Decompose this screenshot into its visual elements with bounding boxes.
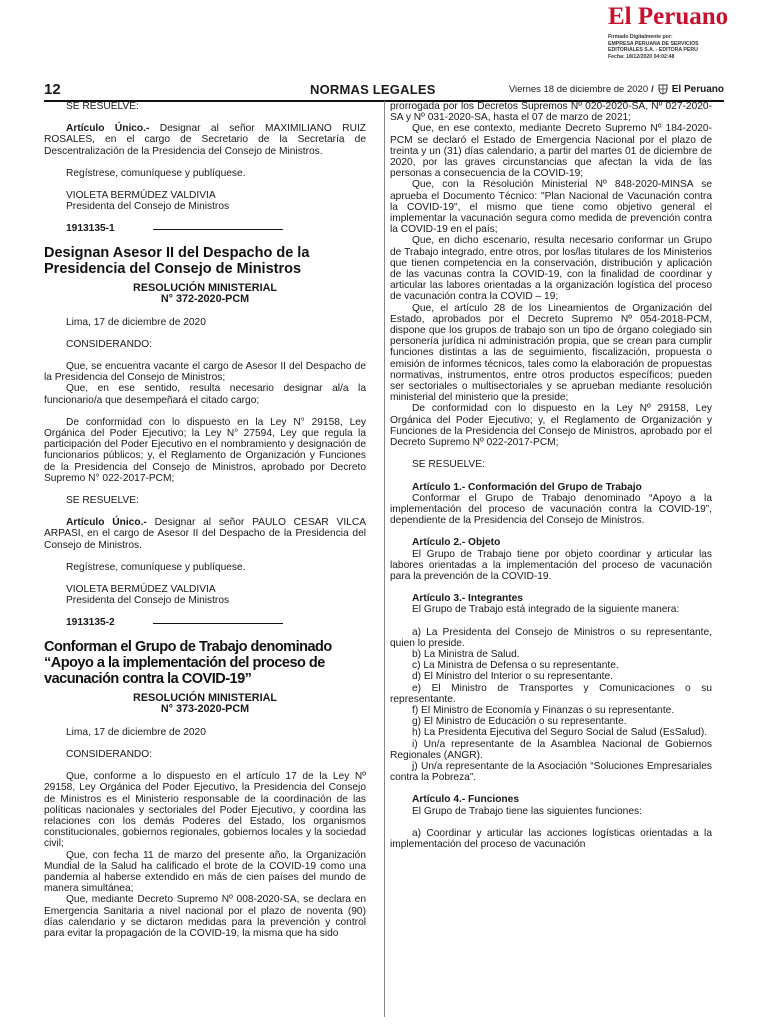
- resolution-title: N° 373-2020-PCM: [160, 703, 250, 716]
- paragraph: d) El Ministro del Interior o su representante.: [412, 671, 614, 683]
- paragraph: Presidenta del Consejo de Ministros: [66, 595, 230, 607]
- paragraph: e) El Ministro de Transportes y Comunicaciones o su representante.: [390, 682, 712, 705]
- spacer: [44, 235, 366, 241]
- spacer: [44, 629, 366, 635]
- article-paragraph: [44, 517, 366, 551]
- spacer: [44, 606, 366, 617]
- article-text: Designar al señor PAULO CESAR VILCA ARPASI, en el cargo de Asesor II del Despacho de la Presidencia del Consejo de Ministros.: [44, 517, 366, 551]
- spacer: [44, 328, 366, 339]
- spacer: [44, 306, 366, 317]
- paragraph: Regístrese, comuníquese y publíquese.: [66, 561, 246, 573]
- paragraph: f) El Ministro de Economía y Finanzas o su representante.: [412, 704, 675, 716]
- article-text: Designar al señor MAXIMILIANO RUIZ ROSALES, en el cargo de Secretario de la Secretaría de Descentralización de la Presidencia del Consejo de Ministros.: [44, 123, 366, 157]
- spacer: [44, 551, 366, 562]
- paragraph: Que, el artículo 28 de los Lineamientos de Organización del Estado, aprobados por el Decreto Supremo Nº 054-2018-PCM, dispone que los grupos de trabajo son un tipo de órgano colegiado sin personería jurídica ni administración propia, que se crean para cumplir funciones distintas a las de seguimiento, fiscalización, propuesta o emisión de informes técnicos, tales como la elaboración de propuestas normativas, instrumentos, entre otros productos específicos; pueden ser sectoriales o multisectoriales y se aprueban mediante resolución ministerial del ministerio que la preside;: [390, 302, 712, 404]
- paragraph: Que, conforme a lo dispuesto en el artículo 17 de la Ley Nº 29158, Ley Orgánica del Poder Ejecutivo, la Presidencia del Consejo de Ministros es el Ministerio responsable de la coordinación de las políticas nacionales y sectoriales del Poder Ejecutivo, y coordina las relaciones con los demás Poderes del Estado, los organismos constitucionales, gobiernos regionales, gobiernos locales y la sociedad civil;: [44, 771, 366, 850]
- paragraph: SE RESUELVE:: [66, 101, 139, 112]
- paragraph: Que, mediante Decreto Supremo Nº 008-2020-SA, se declara en Emergencia Sanitaria a nivel nacional por el plazo de noventa (90) días calendario y se dictaron medidas para la prevención y control para evitar la propagación de la COVID-19, la misma que ha sido: [44, 894, 366, 939]
- separator-rule: [153, 229, 283, 230]
- spacer: [44, 738, 366, 749]
- spacer: [44, 179, 366, 190]
- document-code: [44, 223, 366, 234]
- spacer: [390, 448, 712, 459]
- page-number: 12: [44, 80, 61, 98]
- spacer: [44, 716, 366, 727]
- article-label: Artículo Único.-: [66, 517, 147, 529]
- paragraph: Que, con la Resolución Ministerial Nº 848-2020-MINSA se aprueba el Documento Técnico: "Plan Nacional de Vacunación contra la COVID-19", el mismo que tiene como objetivo general el implementar la vacunación segura como medida de prevención contra la COVID-19 en el país;: [390, 179, 712, 236]
- right-column: [390, 101, 712, 1017]
- spacer: [44, 573, 366, 584]
- resolution-title: RESOLUCIÓN MINISTERIAL: [133, 281, 277, 294]
- paragraph: CONSIDERANDO:: [66, 748, 153, 760]
- paragraph: El Grupo de Trabajo está integrado de la siguiente manera:: [412, 604, 680, 616]
- article-heading: Artículo 4.- Funciones: [412, 794, 519, 806]
- article-headline: Conforman el Grupo de Trabajo denominado “Apoyo a la implementación del proceso de vacunación contra la COVID-19”: [44, 638, 332, 687]
- spacer: [390, 817, 712, 828]
- paragraph: Lima, 17 de diciembre de 2020: [66, 316, 206, 328]
- signature-line: EDITORIALES S.A. - EDITORA PERU: [608, 47, 698, 54]
- resolution-title: RESOLUCIÓN MINISTERIAL: [133, 691, 277, 704]
- paragraph: VIOLETA BERMÚDEZ VALDIVIA: [66, 584, 216, 596]
- paragraph: Que, en ese contexto, mediante Decreto Supremo Nº 184-2020-PCM se declaró el Estado de Emergencia Nacional por el plazo de treinta y un (31) días calendario, a partir del martes 01 de diciembre de 2020, por las graves circunstancias que afectan la vida de las personas a consecuencia de la COVID-19;: [390, 123, 712, 180]
- article-headline: Designan Asesor II del Despacho de la Presidencia del Consejo de Ministros: [44, 244, 310, 277]
- paragraph: Que, se encuentra vacante el cargo de Asesor II del Despacho de la Presidencia del Consejo de Ministros;: [44, 361, 366, 384]
- spacer: [44, 484, 366, 495]
- paragraph: a) Coordinar y articular las acciones logísticas orientadas a la implementación del proceso de vacunación: [390, 827, 712, 850]
- newspaper-brand: [608, 3, 729, 60]
- separator: /: [651, 83, 654, 95]
- article-heading: Artículo 2.- Objeto: [412, 537, 501, 549]
- header-date-block: [509, 83, 724, 95]
- left-column: [44, 101, 366, 1017]
- spacer: [44, 212, 366, 223]
- paragraph: Que, con fecha 11 de marzo del presente año, la Organización Mundial de la Salud ha calificado el brote de la COVID-19 como una pandemia al haberse extendido en más de cien países del mundo de manera simultánea;: [44, 849, 366, 895]
- paragraph: b) La Ministra de Salud.: [412, 648, 520, 660]
- signature-line: EMPRESA PERUANA DE SERVICIOS: [608, 40, 699, 47]
- paragraph: El Grupo de Trabajo tiene las siguientes funciones:: [412, 805, 642, 817]
- paragraph: g) El Ministro de Educación o su representante.: [412, 716, 627, 728]
- paragraph: SE RESUELVE:: [412, 459, 485, 471]
- article-paragraph: [44, 123, 366, 157]
- paper-name: El Peruano: [671, 83, 724, 95]
- paragraph: VIOLETA BERMÚDEZ VALDIVIA: [66, 190, 216, 202]
- issue-date: Viernes 18 de diciembre de 2020: [508, 83, 649, 95]
- spacer: [390, 526, 712, 537]
- spacer: [44, 350, 366, 361]
- spacer: [44, 406, 366, 417]
- paragraph: CONSIDERANDO:: [66, 338, 153, 350]
- paragraph: c) La Ministra de Defensa o su representante.: [412, 660, 619, 672]
- paragraph: De conformidad con lo dispuesto en la Ley N° 29158, Ley Orgánica del Poder Ejecutivo; la Ley N° 27594, Ley que regula la participación del Poder Ejecutivo en el nombramiento y designación de funcionarios públicos; y, el Reglamento de Organización y Funciones de la Presidencia del Consejo de Ministros, aprobado por Decreto Supremo N° 022-2017-PCM;: [44, 416, 366, 484]
- paragraph: Que, en ese sentido, resulta necesario designar al/a la funcionario/a que desempeñará el citado cargo;: [44, 383, 366, 406]
- document-code-text: 1913135-2: [66, 617, 115, 629]
- separator-rule: [153, 623, 283, 624]
- digital-signature: [608, 34, 720, 60]
- paragraph: j) Un/a representante de la Asociación “Soluciones Empresariales contra la Pobreza”.: [390, 760, 712, 784]
- paragraph: SE RESUELVE:: [66, 495, 139, 507]
- paragraph: Regístrese, comuníquese y publíquese.: [66, 167, 246, 179]
- spacer: [390, 582, 712, 593]
- paragraph: h) La Presidenta Ejecutiva del Seguro Social de Salud (EsSalud).: [412, 727, 708, 739]
- paragraph: Que, en dicho escenario, resulta necesario conformar un Grupo de Trabajo integrado, entre otros, por los/las titulares de los Ministerios que tienen competencia en la conservación, distribución y aplicación de las vacunas contra la COVID-19, con la finalidad de coordinar y articular las labores orientadas a la organización logística del proceso de vacunación contra la COVID – 19;: [390, 235, 712, 303]
- spacer: [44, 157, 366, 168]
- coat-of-arms-icon: [657, 83, 669, 95]
- paragraph: Conformar el Grupo de Trabajo denominado “Apoyo a la implementación del proceso de vacunación contra la COVID-19”, dependiente de la Presidencia del Consejo de Ministros.: [390, 492, 712, 527]
- paragraph: El Grupo de Trabajo tiene por objeto coordinar y articular las labores orientadas a la implementación del proceso de vacunación para la prevención de la COVID-19.: [390, 548, 712, 582]
- el-peruano-logo: El Peruano: [608, 3, 729, 30]
- spacer: [44, 506, 366, 517]
- article-heading: Artículo 1.- Conformación del Grupo de Trabajo: [412, 481, 642, 493]
- paragraph: prorrogada por los Decretos Supremos Nº 020-2020-SA, Nº 027-2020-SA y Nº 031-2020-SA, hasta el 07 de marzo de 2021;: [390, 101, 712, 124]
- paragraph: i) Un/a representante de la Asamblea Nacional de Gobiernos Regionales (ANGR).: [390, 738, 712, 761]
- spacer: [390, 783, 712, 794]
- signature-line: Firmado Digitalmente por:: [608, 34, 673, 40]
- spacer: [390, 471, 712, 482]
- page-header: [44, 78, 724, 102]
- paragraph: De conformidad con lo dispuesto en la Ley Nº 29158, Ley Orgánica del Poder Ejecutivo; y, el Reglamento de Organización y Funciones de la Presidencia del Consejo de Ministros, aprobado por el Decreto Supremo Nº 022-2017-PCM;: [390, 403, 712, 449]
- article-label: Artículo Único.-: [66, 123, 150, 135]
- paragraph: Lima, 17 de diciembre de 2020: [66, 726, 206, 738]
- document-code: [44, 617, 366, 628]
- paragraph: Presidenta del Consejo de Ministros: [66, 201, 230, 213]
- column-divider: [384, 101, 385, 1017]
- spacer: [390, 616, 712, 627]
- resolution-title: N° 372-2020-PCM: [160, 293, 250, 306]
- spacer: [44, 760, 366, 771]
- signature-line: Fecha: 18/12/2020 04:02:48: [608, 53, 675, 60]
- section-title: NORMAS LEGALES: [310, 81, 436, 97]
- document-code-text: 1913135-1: [66, 223, 115, 235]
- article-heading: Artículo 3.- Integrantes: [412, 593, 523, 605]
- spacer: [44, 112, 366, 123]
- paragraph: a) La Presidenta del Consejo de Ministros o su representante, quien lo preside.: [390, 626, 712, 649]
